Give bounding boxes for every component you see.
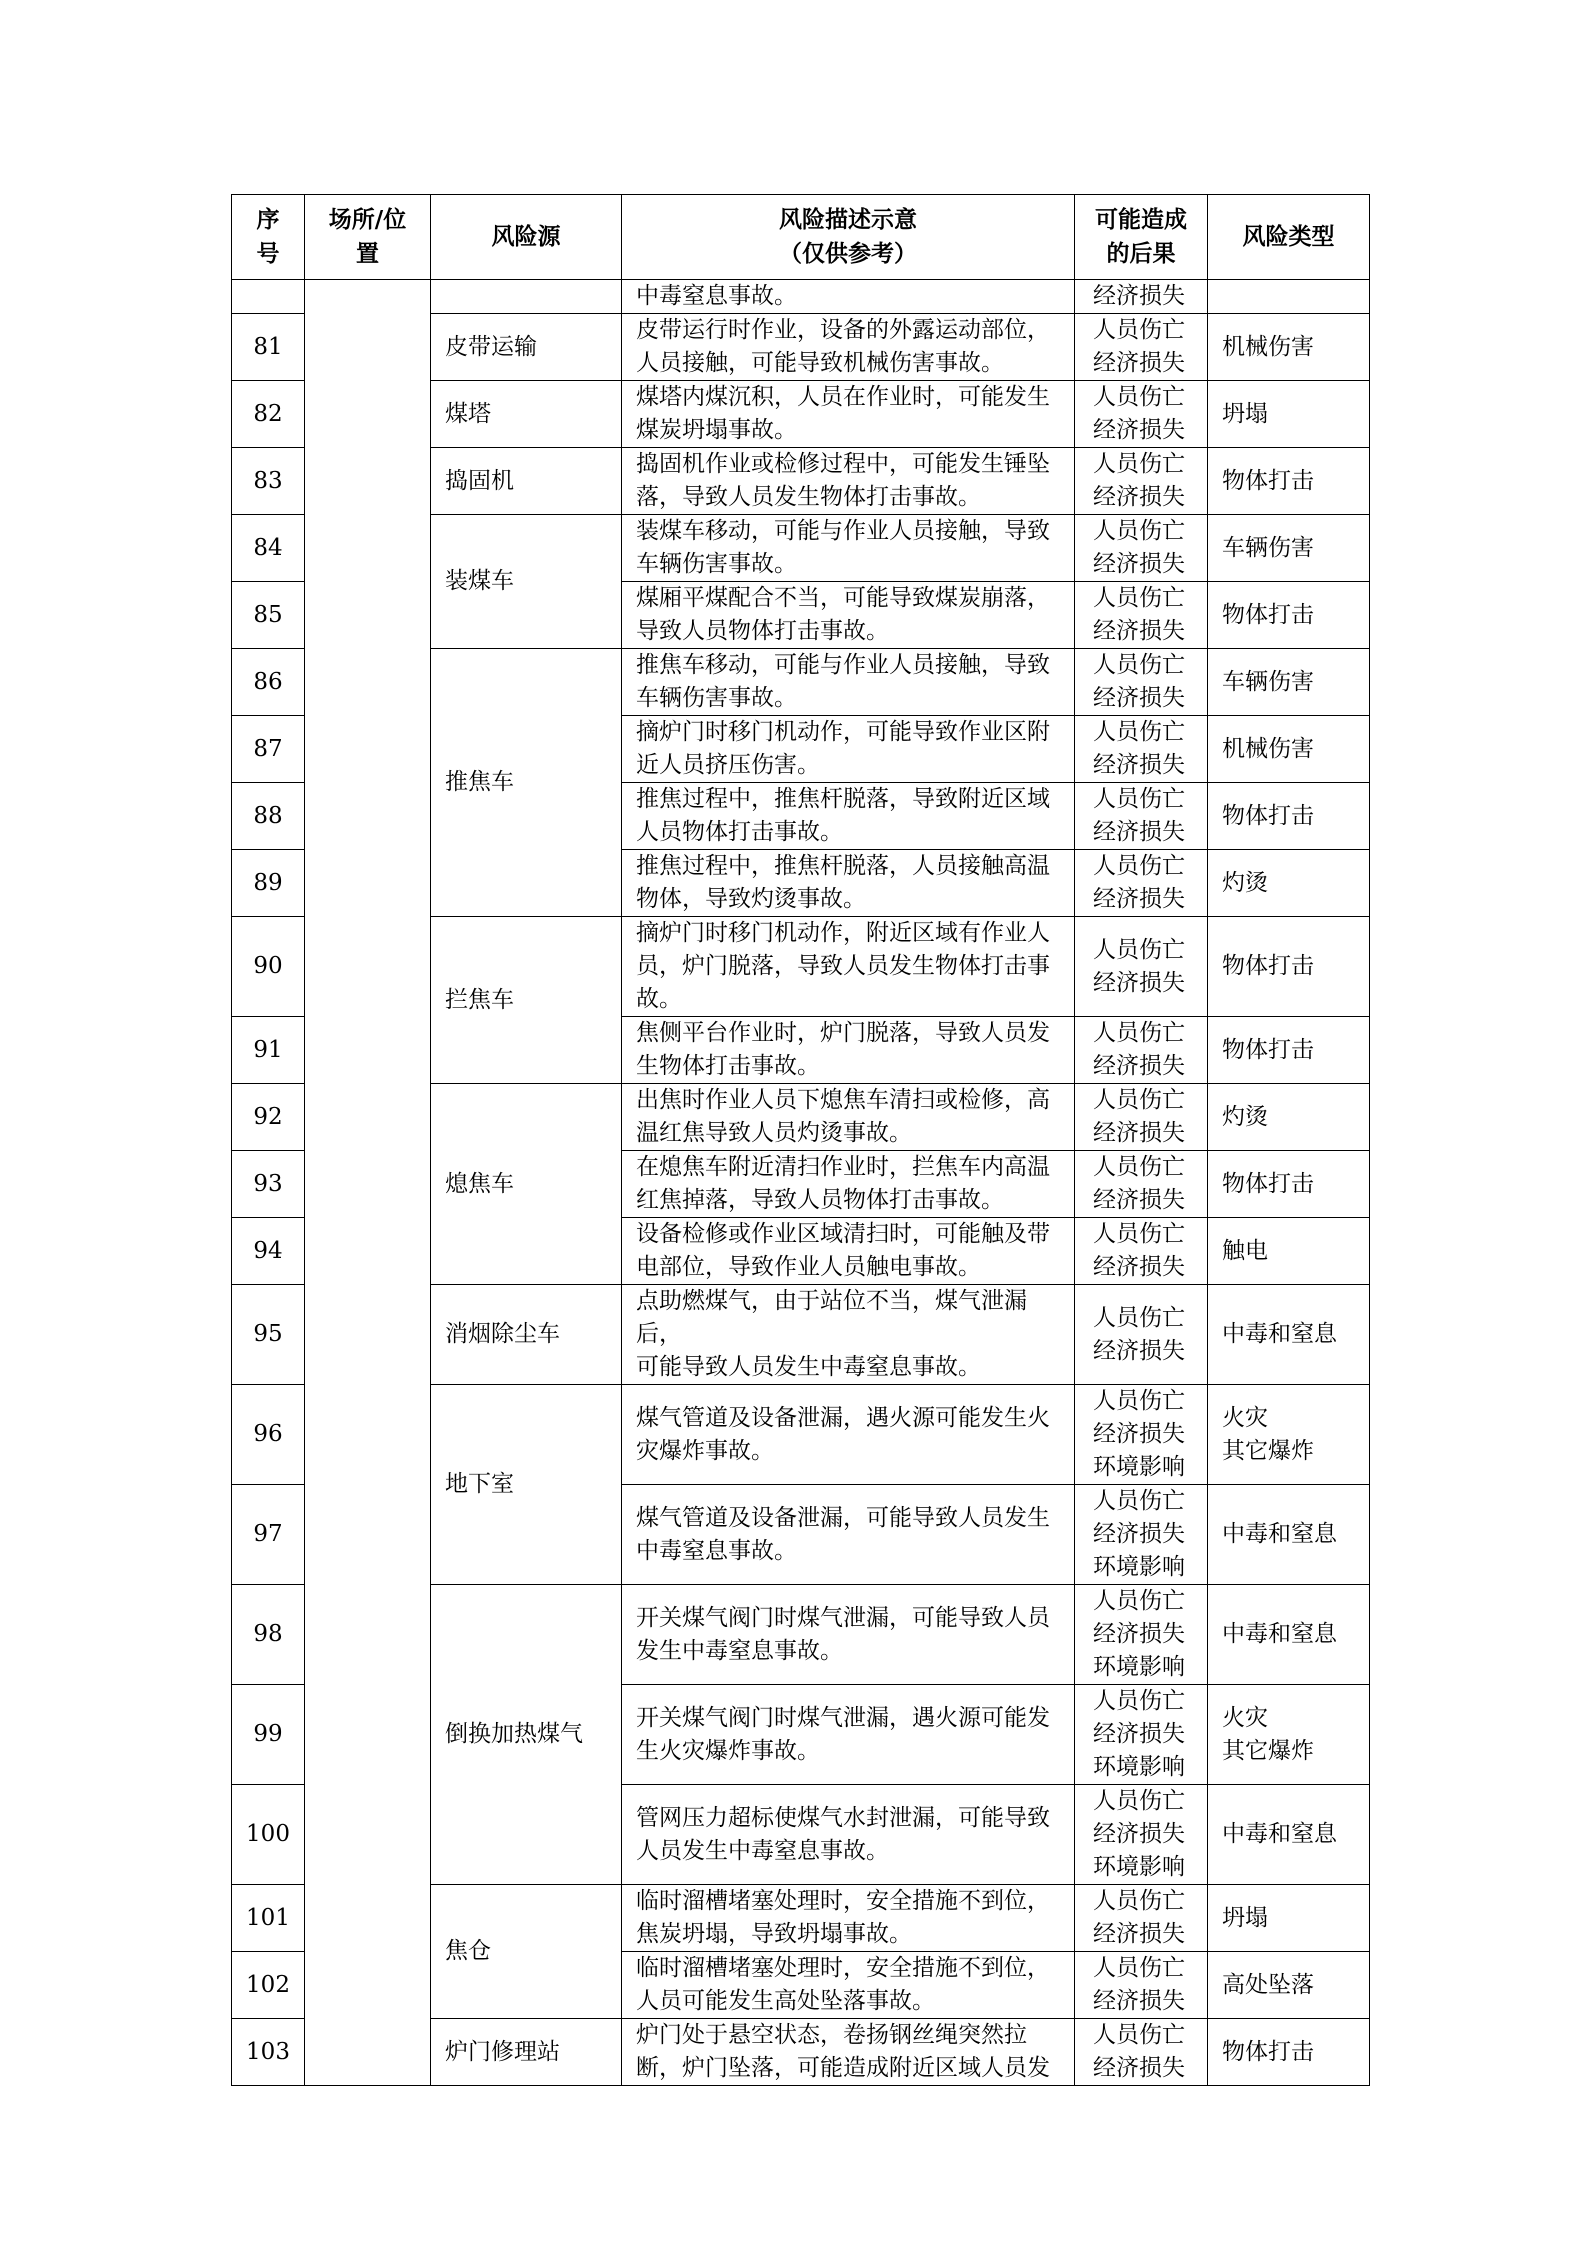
consequence-cell: 人员伤亡 经济损失 bbox=[1075, 448, 1208, 515]
description-cell: 出焦时作业人员下熄焦车清扫或检修，高 温红焦导致人员灼烫事故。 bbox=[622, 1084, 1075, 1151]
row-no-cell: 91 bbox=[232, 1017, 305, 1084]
header-no: 序 号 bbox=[232, 195, 305, 280]
row-no-cell bbox=[232, 280, 305, 314]
risk-type-cell: 车辆伤害 bbox=[1208, 649, 1370, 716]
row-no-cell: 92 bbox=[232, 1084, 305, 1151]
description-cell: 煤气管道及设备泄漏，遇火源可能发生火 灾爆炸事故。 bbox=[622, 1385, 1075, 1485]
source-cell: 消烟除尘车 bbox=[431, 1285, 622, 1385]
description-cell: 开关煤气阀门时煤气泄漏，遇火源可能发 生火灾爆炸事故。 bbox=[622, 1685, 1075, 1785]
consequence-cell: 人员伤亡 经济损失 环境影响 bbox=[1075, 1385, 1208, 1485]
risk-type-cell: 物体打击 bbox=[1208, 917, 1370, 1017]
source-cell: 拦焦车 bbox=[431, 917, 622, 1084]
row-no-cell: 101 bbox=[232, 1885, 305, 1952]
consequence-cell: 人员伤亡 经济损失 bbox=[1075, 314, 1208, 381]
description-cell: 设备检修或作业区域清扫时，可能触及带 电部位，导致作业人员触电事故。 bbox=[622, 1218, 1075, 1285]
risk-type-cell: 机械伤害 bbox=[1208, 314, 1370, 381]
consequence-cell: 人员伤亡 经济损失 bbox=[1075, 1285, 1208, 1385]
header-location: 场所/位 置 bbox=[305, 195, 431, 280]
source-cell: 焦仓 bbox=[431, 1885, 622, 2019]
description-cell: 煤厢平煤配合不当，可能导致煤炭崩落， 导致人员物体打击事故。 bbox=[622, 582, 1075, 649]
consequence-cell: 人员伤亡 经济损失 bbox=[1075, 582, 1208, 649]
description-cell: 捣固机作业或检修过程中，可能发生锤坠 落，导致人员发生物体打击事故。 bbox=[622, 448, 1075, 515]
row-no-cell: 99 bbox=[232, 1685, 305, 1785]
risk-type-cell: 机械伤害 bbox=[1208, 716, 1370, 783]
header-consequence: 可能造成 的后果 bbox=[1075, 195, 1208, 280]
risk-type-cell bbox=[1208, 280, 1370, 314]
risk-type-cell: 物体打击 bbox=[1208, 582, 1370, 649]
row-no-cell: 94 bbox=[232, 1218, 305, 1285]
source-cell: 倒换加热煤气 bbox=[431, 1585, 622, 1885]
row-no-cell: 95 bbox=[232, 1285, 305, 1385]
risk-type-cell: 触电 bbox=[1208, 1218, 1370, 1285]
consequence-cell: 人员伤亡 经济损失 环境影响 bbox=[1075, 1585, 1208, 1685]
description-cell: 开关煤气阀门时煤气泄漏，可能导致人员 发生中毒窒息事故。 bbox=[622, 1585, 1075, 1685]
consequence-cell: 人员伤亡 经济损失 bbox=[1075, 1218, 1208, 1285]
description-cell: 煤气管道及设备泄漏，可能导致人员发生 中毒窒息事故。 bbox=[622, 1485, 1075, 1585]
consequence-cell: 人员伤亡 经济损失 bbox=[1075, 1084, 1208, 1151]
table-row bbox=[232, 280, 1370, 314]
consequence-cell: 人员伤亡 经济损失 bbox=[1075, 850, 1208, 917]
consequence-cell: 经济损失 bbox=[1075, 280, 1208, 314]
row-no-cell: 96 bbox=[232, 1385, 305, 1485]
description-cell: 推焦车移动，可能与作业人员接触，导致 车辆伤害事故。 bbox=[622, 649, 1075, 716]
consequence-cell: 人员伤亡 经济损失 环境影响 bbox=[1075, 1485, 1208, 1585]
source-cell: 装煤车 bbox=[431, 515, 622, 649]
row-no-cell: 87 bbox=[232, 716, 305, 783]
risk-type-cell: 物体打击 bbox=[1208, 783, 1370, 850]
source-cell bbox=[431, 280, 622, 314]
consequence-cell: 人员伤亡 经济损失 bbox=[1075, 2019, 1208, 2086]
source-cell: 推焦车 bbox=[431, 649, 622, 917]
consequence-cell: 人员伤亡 经济损失 bbox=[1075, 1885, 1208, 1952]
description-cell: 摘炉门时移门机动作，可能导致作业区附 近人员挤压伤害。 bbox=[622, 716, 1075, 783]
description-cell: 皮带运行时作业，设备的外露运动部位， 人员接触，可能导致机械伤害事故。 bbox=[622, 314, 1075, 381]
row-no-cell: 88 bbox=[232, 783, 305, 850]
risk-type-cell: 中毒和窒息 bbox=[1208, 1585, 1370, 1685]
risk-type-cell: 高处坠落 bbox=[1208, 1952, 1370, 2019]
source-cell: 熄焦车 bbox=[431, 1084, 622, 1285]
description-cell: 装煤车移动，可能与作业人员接触，导致 车辆伤害事故。 bbox=[622, 515, 1075, 582]
risk-type-cell: 中毒和窒息 bbox=[1208, 1485, 1370, 1585]
consequence-cell: 人员伤亡 经济损失 bbox=[1075, 917, 1208, 1017]
description-cell: 炉门处于悬空状态，卷扬钢丝绳突然拉 断，炉门坠落，可能造成附近区域人员发 bbox=[622, 2019, 1075, 2086]
location-cell bbox=[305, 280, 431, 2086]
consequence-cell: 人员伤亡 经济损失 bbox=[1075, 381, 1208, 448]
source-cell: 捣固机 bbox=[431, 448, 622, 515]
risk-type-cell: 火灾 其它爆炸 bbox=[1208, 1685, 1370, 1785]
description-cell: 临时溜槽堵塞处理时，安全措施不到位， 人员可能发生高处坠落事故。 bbox=[622, 1952, 1075, 2019]
consequence-cell: 人员伤亡 经济损失 环境影响 bbox=[1075, 1785, 1208, 1885]
risk-type-cell: 物体打击 bbox=[1208, 448, 1370, 515]
consequence-cell: 人员伤亡 经济损失 bbox=[1075, 1017, 1208, 1084]
consequence-cell: 人员伤亡 经济损失 bbox=[1075, 783, 1208, 850]
risk-type-cell: 坍塌 bbox=[1208, 381, 1370, 448]
description-cell: 推焦过程中，推焦杆脱落，人员接触高温 物体，导致灼烫事故。 bbox=[622, 850, 1075, 917]
risk-table bbox=[231, 194, 1370, 2086]
row-no-cell: 83 bbox=[232, 448, 305, 515]
row-no-cell: 86 bbox=[232, 649, 305, 716]
header-description: 风险描述示意 （仅供参考） bbox=[622, 195, 1075, 280]
risk-type-cell: 灼烫 bbox=[1208, 1084, 1370, 1151]
source-cell: 炉门修理站 bbox=[431, 2019, 622, 2086]
header-type: 风险类型 bbox=[1208, 195, 1370, 280]
description-cell: 点助燃煤气，由于站位不当，煤气泄漏后， 可能导致人员发生中毒窒息事故。 bbox=[622, 1285, 1075, 1385]
consequence-cell: 人员伤亡 经济损失 bbox=[1075, 1952, 1208, 2019]
source-cell: 煤塔 bbox=[431, 381, 622, 448]
description-cell: 管网压力超标使煤气水封泄漏，可能导致 人员发生中毒窒息事故。 bbox=[622, 1785, 1075, 1885]
description-cell: 中毒窒息事故。 bbox=[622, 280, 1075, 314]
description-cell: 煤塔内煤沉积，人员在作业时，可能发生 煤炭坍塌事故。 bbox=[622, 381, 1075, 448]
consequence-cell: 人员伤亡 经济损失 bbox=[1075, 649, 1208, 716]
description-cell: 摘炉门时移门机动作，附近区域有作业人 员，炉门脱落，导致人员发生物体打击事 故。 bbox=[622, 917, 1075, 1017]
risk-type-cell: 物体打击 bbox=[1208, 2019, 1370, 2086]
risk-type-cell: 中毒和窒息 bbox=[1208, 1285, 1370, 1385]
risk-type-cell: 中毒和窒息 bbox=[1208, 1785, 1370, 1885]
table-header-row bbox=[232, 195, 1370, 280]
row-no-cell: 98 bbox=[232, 1585, 305, 1685]
consequence-cell: 人员伤亡 经济损失 bbox=[1075, 515, 1208, 582]
source-cell: 皮带运输 bbox=[431, 314, 622, 381]
risk-type-cell: 火灾 其它爆炸 bbox=[1208, 1385, 1370, 1485]
row-no-cell: 90 bbox=[232, 917, 305, 1017]
consequence-cell: 人员伤亡 经济损失 环境影响 bbox=[1075, 1685, 1208, 1785]
description-cell: 焦侧平台作业时，炉门脱落，导致人员发 生物体打击事故。 bbox=[622, 1017, 1075, 1084]
row-no-cell: 97 bbox=[232, 1485, 305, 1585]
risk-type-cell: 物体打击 bbox=[1208, 1151, 1370, 1218]
source-cell: 地下室 bbox=[431, 1385, 622, 1585]
risk-type-cell: 灼烫 bbox=[1208, 850, 1370, 917]
row-no-cell: 82 bbox=[232, 381, 305, 448]
consequence-cell: 人员伤亡 经济损失 bbox=[1075, 1151, 1208, 1218]
row-no-cell: 102 bbox=[232, 1952, 305, 2019]
description-cell: 推焦过程中，推焦杆脱落，导致附近区域 人员物体打击事故。 bbox=[622, 783, 1075, 850]
consequence-cell: 人员伤亡 经济损失 bbox=[1075, 716, 1208, 783]
row-no-cell: 84 bbox=[232, 515, 305, 582]
row-no-cell: 85 bbox=[232, 582, 305, 649]
description-cell: 在熄焦车附近清扫作业时，拦焦车内高温 红焦掉落，导致人员物体打击事故。 bbox=[622, 1151, 1075, 1218]
description-cell: 临时溜槽堵塞处理时，安全措施不到位， 焦炭坍塌，导致坍塌事故。 bbox=[622, 1885, 1075, 1952]
row-no-cell: 93 bbox=[232, 1151, 305, 1218]
row-no-cell: 103 bbox=[232, 2019, 305, 2086]
risk-type-cell: 坍塌 bbox=[1208, 1885, 1370, 1952]
row-no-cell: 81 bbox=[232, 314, 305, 381]
header-source: 风险源 bbox=[431, 195, 622, 280]
risk-type-cell: 物体打击 bbox=[1208, 1017, 1370, 1084]
row-no-cell: 89 bbox=[232, 850, 305, 917]
risk-type-cell: 车辆伤害 bbox=[1208, 515, 1370, 582]
row-no-cell: 100 bbox=[232, 1785, 305, 1885]
